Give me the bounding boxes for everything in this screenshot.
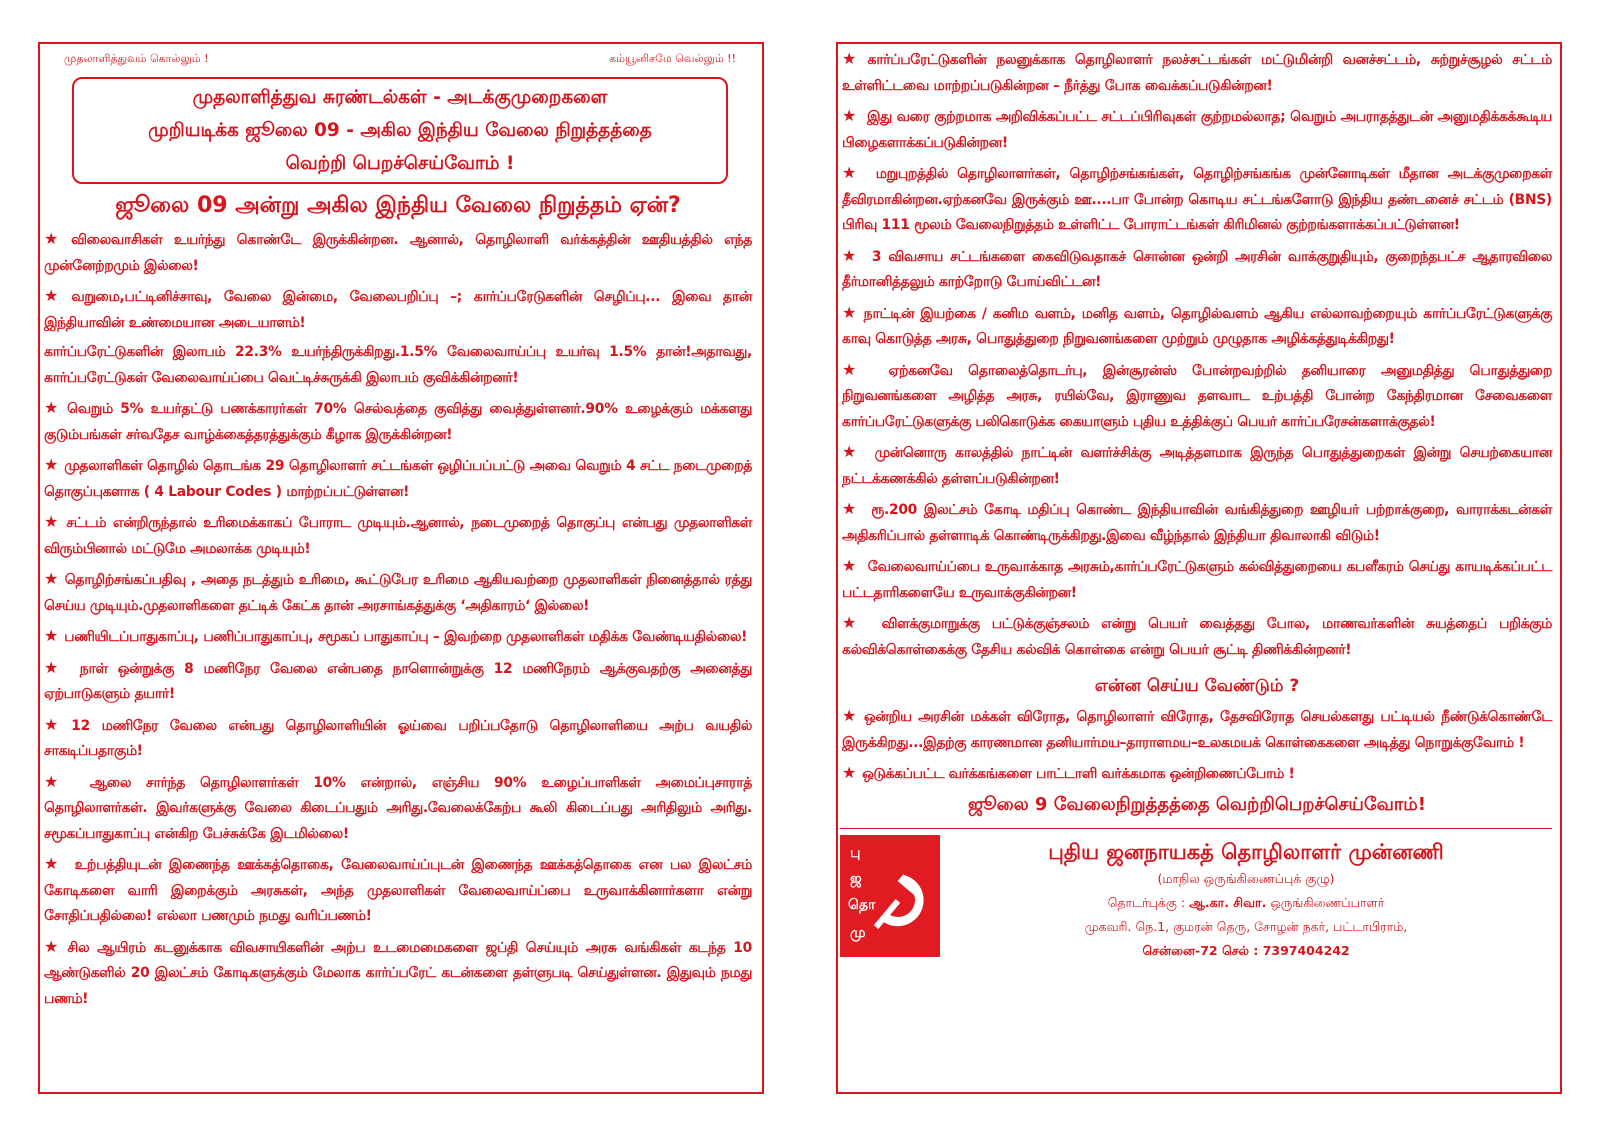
- star-icon: ★: [842, 556, 857, 575]
- star-icon: ★: [842, 442, 861, 461]
- point-text: இது வரை குற்றமாக அறிவிக்கப்பட்ட சட்டப்பிரிவுகள் குற்றமல்லாத; வெறும் அபராதத்துடன் அனுமதிக்கக்கூடிய பிழைகளாக்கப்படுகின்றன!: [842, 109, 1553, 151]
- star-icon: ★: [842, 302, 858, 322]
- bullet-point: [842, 553, 1552, 606]
- star-icon: ★: [44, 229, 66, 248]
- star-icon: ★: [842, 245, 859, 265]
- bullet-point: [842, 103, 1552, 156]
- left-page: [38, 42, 764, 1094]
- star-icon: ★: [44, 936, 62, 956]
- headline-line: முறியடிக்க ஜூலை 09 - அகில இந்திய வேலை நிறுத்தத்தை: [148, 120, 652, 141]
- point-text: முதலாளிகள் தொழில் தொடங்க 29 தொழிலாளர் சட்டங்கள் ஒழிப்பப்பட்டு அவை வெறும் 4 சட்ட நடைமுறைத் தொகுப்புகளாக ( 4 Labour Codes ) மாற்றப்பட்டுள்ளன!: [44, 458, 752, 500]
- point-text: பணியிடப்பாதுகாப்பு, பணிப்பாதுகாப்பு, சமூகப் பாதுகாப்பு – இவற்றை முதலாளிகள் மதிக்க வேண்டியதில்லை!: [64, 629, 748, 645]
- star-icon: ★: [44, 771, 69, 791]
- bullet-point: [842, 610, 1552, 663]
- star-icon: ★: [842, 706, 859, 725]
- point-text: 12 மணிநேர வேலை என்பது தொழிலாளியின் ஓய்வை பறிப்பதோடு தொழிலாளியை அற்ப வயதில் சாகடிப்பதாகும்!: [44, 717, 752, 759]
- point-text: வெறும் 5% உயர்தட்டு பணக்காரர்கள் 70% செல்வத்தை குவித்து வைத்துள்ளனர்.90% உழைக்கும் மக்களது குடும்பங்கள் சர்வதேச வாழ்க்கைத்தரத்துக்கும் கீழாக இருக்கின்றன!: [44, 401, 752, 443]
- point-text: 3 விவசாய சட்டங்களை கைவிடுவதாகச் சொன்ன ஒன்றி அரசின் வாக்குறுதியும், குறைந்தபட்ச ஆதாரவிலை தீர்மானித்தலும் காற்றோடு போய்விட்டன!: [842, 248, 1552, 290]
- bullet-point: [842, 243, 1552, 296]
- logo-letter: ஜ: [850, 870, 862, 887]
- bullet-point: [44, 566, 752, 619]
- star-icon: ★: [44, 286, 66, 305]
- point-text: மறுபுறத்தில் தொழிலாளர்கள், தொழிற்சங்கங்கள், தொழிற்சங்கங்க முன்னோடிகள் மீதான அடக்குமுறைகள் தீவிரமாகின்றன.ஏற்கனவே இருக்கும் ஊ....பா போன்ற கொடிய சட்டங்களோடு இந்திய தண்டனைச் சட்டம் (BNS) பிரிவு 111 மூலம் வேலைநிறுத்தம் உள்ளிட்ட போராட்டங்கள் கிரிமினல் குற்றங்களாக்கப்பட்டுள்ளன!: [842, 166, 1552, 233]
- star-icon: ★: [842, 106, 857, 125]
- point-text: நாட்டின் இயற்கை / கனிம வளம், மனித வளம், தொழில்வளம் ஆகிய எல்லாவற்றையும் கார்ப்பரேட்டுகளுக்கு காவு கொடுத்த அரசு, பொதுத்துறை நிறுவனங்களை முற்றும் முழுதாக அழிக்கத்துடிக்கிறது!: [842, 305, 1552, 347]
- hammer-sickle-icon: [874, 869, 936, 939]
- bullet-point: [842, 760, 1552, 788]
- org-city-phone: சென்னை-72 செல் : 7397404242: [1142, 942, 1350, 958]
- logo-letter: மு: [850, 924, 866, 941]
- point-text: ஒடுக்கப்பட்ட வர்க்கங்களை பாட்டாளி வர்க்கமாக ஒன்றிணைப்போம் !: [862, 766, 1295, 782]
- point-text: உற்பத்தியுடன் இணைந்த ஊக்கத்தொகை, வேலைவாய்ப்புடன் இணைந்த ஊக்கத்தொகை என பல இலட்சம் கோடிகளை வாரி இறைக்கும் அரசுகள், அந்த முதலாளிகள் வேலைவாய்ப்பை உருவாக்கினார்களா என்று சோதிப்பதில்லை! எல்லா பணமும் நமது வரிப்பணம்!: [44, 857, 753, 924]
- point-text: ஆலை சார்ந்த தொழிலாளர்கள் 10% என்றால், எஞ்சிய 90% உழைப்பாளிகள் அமைப்புசாராத் தொழிலாளர்கள். இவர்களுக்கு வேலை கிடைப்பதும் அரிது.வேலைக்கேற்ப கூலி கிடைப்பது அரிதிலும் அரிது. சமூகப்பாதுகாப்பு என்கிற பேச்சுக்கே இடமில்லை!: [44, 774, 752, 842]
- bullet-point: [44, 769, 752, 848]
- organization-logo: [840, 835, 940, 957]
- star-icon: ★: [842, 359, 868, 379]
- point-text: விலைவாசிகள் உயர்ந்து கொண்டே இருக்கின்றன. ஆனால், தொழிலாளி வர்க்கத்தின் ஊதியத்தில் எந்த முன்னேற்றமும் இல்லை!: [44, 232, 752, 274]
- contact-name: ஆ.கா. சிவா.: [1189, 894, 1267, 910]
- headline-box: [72, 77, 728, 184]
- point-text: தொழிற்சங்கப்பதிவு , அதை நடத்தும் உரிமை, கூட்டுபேர உரிமை ஆகியவற்றை முதலாளிகள் நினைத்தால் ரத்து செய்ய முடியும்.முதலாளிகளை தட்டிக் கேட்க தான் அரசாங்கத்துக்கு ‘அதிகாரம்‘ இல்லை!: [44, 572, 753, 614]
- right-page: [836, 42, 1562, 1094]
- star-icon: ★: [842, 763, 857, 782]
- point-text: சில ஆயிரம் கடனுக்காக விவசாயிகளின் அற்ப உடமைமைகளை ஜப்தி செய்யும் அரசு வங்கிகள் கடந்த 10 ஆண்டுகளில் 20 இலட்சம் கோடிகளுக்கும் மேலாக கார்ப்பரேட் கடன்களை தள்ளுபடி செய்துள்ளன. இதுவும் நமது பணம்!: [44, 939, 753, 1007]
- point-text: வறுமை,பட்டினிச்சாவு, வேலை இன்மை, வேலைபறிப்பு –; கார்ப்பரேடுகளின் செழிப்பு... இவை தான் இந்தியாவின் உண்மையான அடையாளம்!: [44, 289, 753, 331]
- org-contact: [940, 891, 1552, 915]
- star-icon: ★: [842, 613, 864, 632]
- point-text: கார்ப்பரேட்டுகளின் இலாபம் 22.3% உயர்ந்திருக்கிறது.1.5% வேலைவாய்ப்பு உயர்வு 1.5% தான்!அதாவது, கார்ப்பரேட்டுகள் வேலைவாய்ப்பை வெட்டிச்சுருக்கி இலாபம் குவிக்கின்றனர்!: [44, 344, 752, 386]
- org-footer: [840, 828, 1552, 963]
- bullet-point: [842, 160, 1552, 239]
- bullet-point: [44, 934, 752, 1013]
- point-text: விளக்குமாறுக்கு பட்டுக்குஞ்சலம் என்று பெயர் வைத்தது போல, மாணவர்களின் சுயத்தைப் பறிக்கும் கல்விக்கொள்கைக்கு தேசிய கல்விக் கொள்கை என்று பெயர் சூட்டி திணிக்கின்றனர்!: [842, 616, 1552, 658]
- org-committee: (மாநில ஒருங்கிணைப்புக் குழு): [1157, 870, 1335, 886]
- org-name: புதிய ஜனநாயகத் தொழிலாளர் முன்னணி: [1048, 839, 1444, 864]
- bullet-point: [44, 509, 752, 562]
- slogan-left: முதலாளித்துவம் கொல்லும் !: [64, 52, 209, 65]
- headline-line: வெற்றி பெறச்செய்வோம் !: [285, 153, 515, 174]
- bullet-point: [44, 851, 752, 930]
- point-text: சட்டம் என்றிருந்தால் உரிமைக்காகப் போராட முடியும்.ஆனால், நடைமுறைத் தொகுப்பு என்பது முதலாளிகள் விரும்பினால் மட்டுமே அமலாக்க முடியும்!: [44, 515, 753, 557]
- bullet-point: [842, 46, 1552, 99]
- final-slogan: ஜூலை 9 வேலைநிறுத்தத்தை வெற்றிபெறச்செய்வோம்!: [968, 793, 1426, 815]
- star-icon: ★: [44, 398, 61, 417]
- bullet-point: [842, 300, 1552, 353]
- logo-letter: தொ: [848, 896, 876, 913]
- headline-line: முதலாளித்துவ சுரண்டல்கள் - அடக்குமுறைகளை: [192, 87, 608, 108]
- star-icon: ★: [842, 499, 859, 518]
- star-icon: ★: [44, 854, 62, 873]
- what-to-do-heading: என்ன செய்ய வேண்டும் ?: [1094, 676, 1300, 696]
- point-text: ரூ.200 இலட்சம் கோடி மதிப்பு கொண்ட இந்தியாவின் வங்கித்துறை ஊழியர் பற்றாக்குறை, வாராக்கடன்கள் அதிகரிப்பால் தள்ளாடிக் கொண்டிருக்கிறது.இவை வீழ்ந்தால் இந்தியா திவாலாகி விடும்!: [842, 502, 1552, 544]
- bullet-point: [842, 439, 1552, 492]
- star-icon: ★: [44, 657, 64, 677]
- org-address: முகவரி. நெ.1, குமரன் தெரு, சோழன் நகர், பட்டாபிராம்,: [1084, 918, 1408, 934]
- star-icon: ★: [44, 626, 59, 645]
- bullet-point: [44, 655, 752, 708]
- bullet-point: [842, 357, 1552, 436]
- point-text: ஏற்கனவே தொலைத்தொடர்பு, இன்சூரன்ஸ் போன்றவற்றில் தனியாரை அனுமதித்து பொதுத்துறை நிறுவனங்களை அழித்த அரசு, ரயில்வே, இராணுவ தளவாட உற்பத்தி போன்ற கேந்திரமான சேவைகளை கார்ப்பரேட்டுகளுக்கு பலிகொடுக்க கையாளும் புதிய உத்திக்குப் பெயர் கார்ப்பரேசன்களாக்குதல்!: [842, 362, 1552, 430]
- point-text: நாள் ஒன்றுக்கு 8 மணிநேர வேலை என்பதை நாளொன்றுக்கு 12 மணிநேரம் ஆக்குவதற்கு அனைத்து ஏற்பாடுகளும் தயார்!: [44, 660, 752, 702]
- bullet-point: [842, 703, 1552, 756]
- point-text: முன்னொரு காலத்தில் நாட்டின் வளர்ச்சிக்கு அடித்தளமாக இருந்த பொதுத்துறைகள் இன்று செயற்கையான நட்டக்கணக்கில் தள்ளப்படுகின்றன!: [842, 445, 1553, 487]
- bullet-point: [44, 226, 752, 279]
- slogan-right: கம்யூனிசமே வெல்லும் !!: [609, 52, 736, 65]
- logo-letter: பு: [850, 844, 861, 861]
- contact-role: ஒருங்கிணைப்பாளர்: [1266, 894, 1385, 910]
- bullet-point: [44, 340, 752, 391]
- bullet-point: [44, 395, 752, 448]
- star-icon: ★: [44, 512, 61, 531]
- star-icon: ★: [842, 163, 861, 182]
- bullet-point: [44, 452, 752, 505]
- contact-prefix: தொடர்புக்கு :: [1107, 894, 1190, 910]
- org-info: [940, 835, 1552, 963]
- point-text: வேலைவாய்ப்பை உருவாக்காத அரசும்,கார்ப்பரேட்டுகளும் கல்வித்துறையை கபளீகரம் செய்து காயடிக்கப்பட்ட பட்டதாரிகளையே உருவாக்குகின்றன!: [842, 559, 1552, 601]
- bullet-point: [44, 283, 752, 336]
- question-heading: ஜூலை 09 அன்று அகில இந்திய வேலை நிறுத்தம் ஏன்?: [115, 193, 681, 218]
- star-icon: ★: [842, 49, 862, 68]
- left-points-list: [44, 226, 752, 1012]
- right-points-list: [842, 46, 1552, 663]
- star-icon: ★: [44, 569, 59, 588]
- slogan-row: [44, 50, 752, 67]
- star-icon: ★: [44, 455, 59, 474]
- star-icon: ★: [44, 714, 66, 734]
- point-text: ஒன்றிய அரசின் மக்கள் விரோத, தொழிலாளர் விரோத, தேசவிரோத செயல்களது பட்டியல் நீண்டுக்கொண்டே இருக்கிறது...இதற்கு காரணமான தனியார்மய–தாராளமய–உலகமயக் கொள்கைகளை அடித்து நொறுக்குவோம் !: [842, 709, 1552, 751]
- bullet-point: [44, 712, 752, 765]
- point-text: கார்ப்பரேட்டுகளின் நலனுக்காக தொழிலாளர் நலச்சட்டங்கள் மட்டுமின்றி வனச்சட்டம், சுற்றுச்சூழல் சட்டம் உள்ளிட்டவை மாற்றப்படுகின்றன – நீர்த்து போக வைக்கப்படுகின்றன!: [842, 52, 1553, 94]
- bullet-point: [44, 623, 752, 651]
- action-points-list: [842, 703, 1552, 788]
- bullet-point: [842, 496, 1552, 549]
